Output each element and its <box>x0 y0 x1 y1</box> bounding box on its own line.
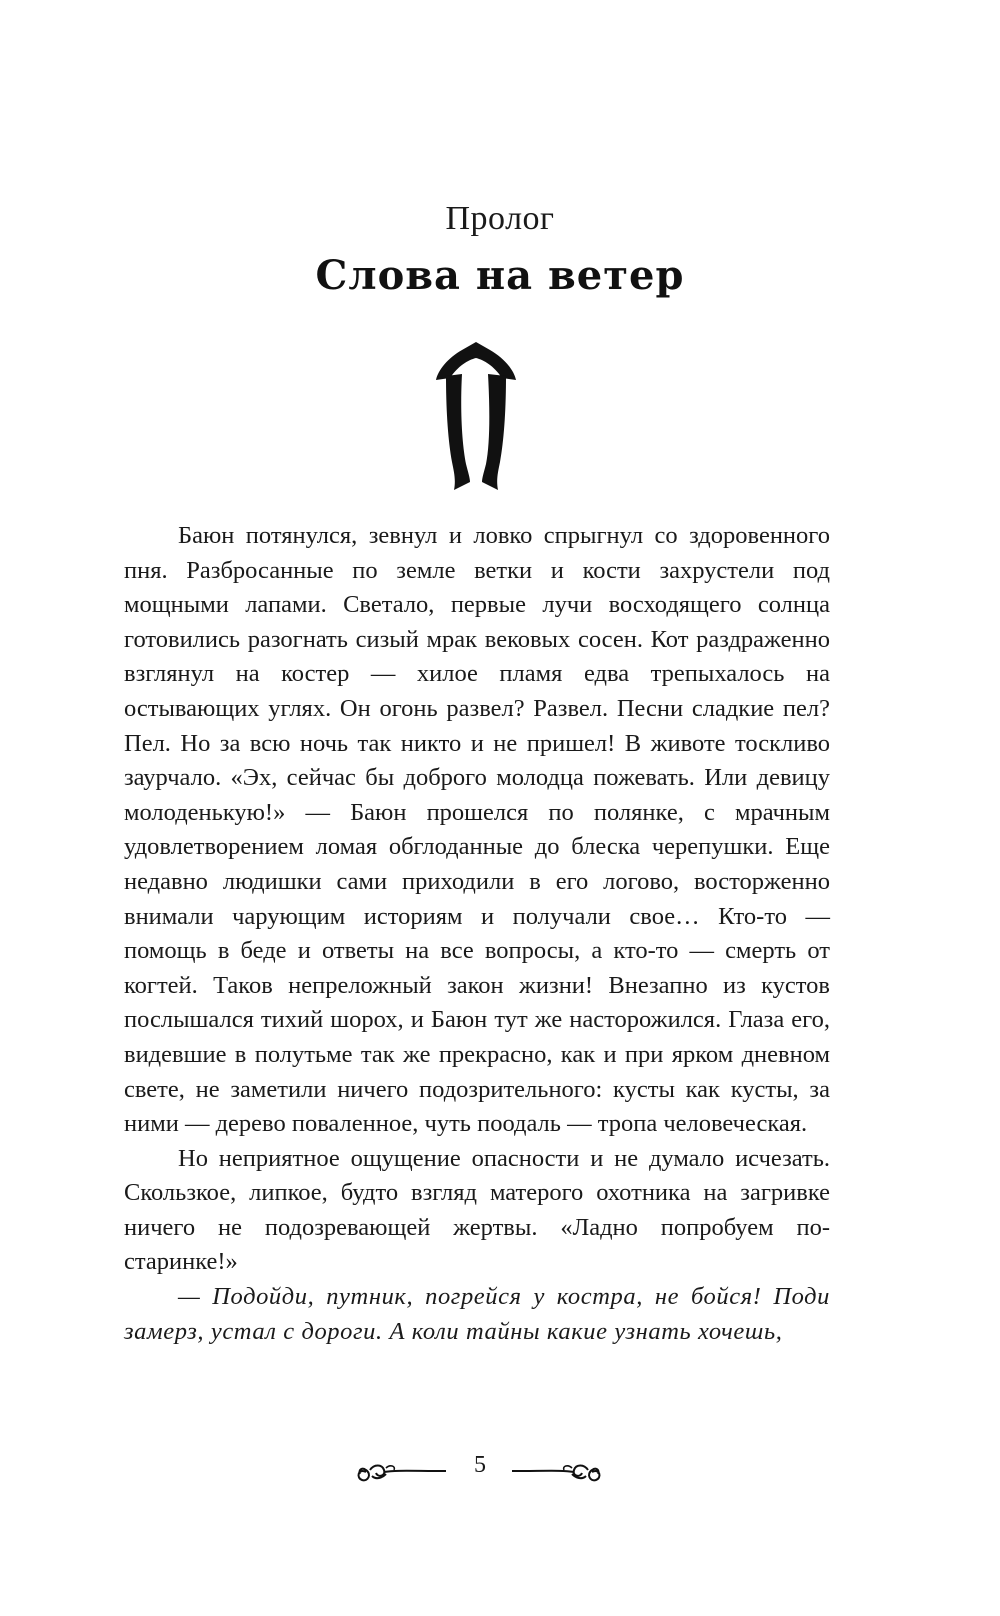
paragraph: Но неприятное ощущение опасности и не думало исчезать. Скользкое, липкое, будто взгляд матерого охотника на загривке ничего не подозревающей жертвы. «Ладно попробуем по-старинке!» <box>124 1144 830 1276</box>
flourish-ornament-icon <box>352 1456 448 1486</box>
dialogue-paragraph: — Подойди, путник, погрейся у костра, не бойся! Поди замерз, устал с дороги. А коли тайны какие узнать хочешь, <box>124 1283 830 1345</box>
page-number: 5 <box>474 1452 486 1478</box>
chapter-label: Пролог <box>445 200 555 237</box>
chapter-title: Слова на ветер <box>315 252 685 299</box>
rune-glyph-icon <box>420 340 530 490</box>
paragraph: Баюн потянулся, зевнул и ловко спрыгнул со здоровенного пня. Разбросанные по земле ветки и кости захрустели под мощными лапами. Светало, первые лучи восходящего солнца готовились разогнать сизый мрак вековых сосен. Кот раздраженно взглянул на костер — хилое пламя едва трепыхалось на остывающих углях. Он огонь развел? Развел. Песни сладкие пел? Пел. Но за всю ночь так никто и не пришел! В животе тоскливо заурчало. «Эх, сейчас бы доброго молодца пожевать. Или девицу молоденькую!» — Баюн прошелся по полянке, с мрачным удовлетворением ломая обглоданные до блеска черепушки. Еще недавно людишки сами приходили в его логово, восторженно внимали чарующим историям и получали свое… Кто-то — помощь в беде и ответы на все вопросы, а кто-то — смерть от когтей. Таков непреложный закон жизни! Внезапно из кустов послышался тихий шорох, и Баюн тут же насторожился. Глаза его, видевшие в полутьме так же прекрасно, как и при ярком дневном свете, не заметили ничего подозрительного: кусты как кусты, за ними — дерево поваленное, чуть поодаль — тропа человеческая. <box>124 522 830 1138</box>
flourish-ornament-icon <box>510 1456 606 1486</box>
page-footer <box>0 1452 1000 1492</box>
body-text <box>124 519 830 1349</box>
